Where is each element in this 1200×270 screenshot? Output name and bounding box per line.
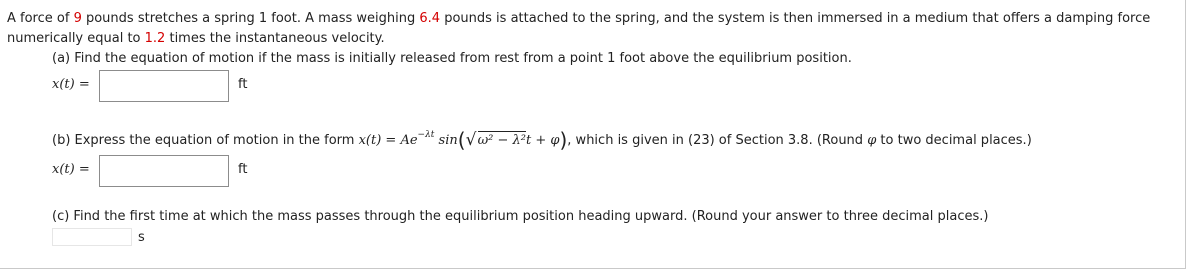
part-a-answer-input[interactable] bbox=[99, 70, 229, 102]
part-c-answer-input[interactable] bbox=[52, 228, 132, 246]
intro-text-4: times the instantaneous velocity. bbox=[165, 31, 385, 46]
part-b-phase: t + φ bbox=[526, 133, 560, 148]
part-b-answer-input[interactable] bbox=[99, 155, 229, 187]
part-a-variable-label: x(t) = bbox=[52, 77, 90, 92]
part-b-exponent: −λt bbox=[417, 130, 435, 140]
sqrt-expression bbox=[465, 130, 526, 150]
part-b-text-2: , which is given in (23) of Section 3.8. (Round bbox=[567, 133, 868, 148]
intro-text-1: A force of bbox=[7, 11, 74, 26]
part-b-phi: φ bbox=[867, 133, 877, 148]
weight-value: 6.4 bbox=[419, 11, 441, 26]
part-c-question: (c) Find the first time at which the mass passes through the equilibrium position heading upward. (Round your answer to three decimal places.) bbox=[52, 209, 989, 224]
intro-text-2: pounds stretches a spring 1 foot. A mass weighing bbox=[81, 11, 420, 26]
close-paren-icon: ) bbox=[559, 128, 568, 152]
open-paren-icon: ( bbox=[457, 128, 466, 152]
sqrt-radicand: ω² − λ² bbox=[477, 133, 526, 148]
part-c-unit: s bbox=[138, 230, 145, 245]
part-b-text-3: to two decimal places.) bbox=[876, 133, 1032, 148]
part-a-question: (a) Find the equation of motion if the mass is initially released from rest from a point 1 foot above the equilibrium position. bbox=[52, 51, 852, 66]
force-value: 9 bbox=[73, 11, 82, 26]
part-b-text-1: (b) Express the equation of motion in the form bbox=[52, 133, 359, 148]
part-b-unit: ft bbox=[238, 162, 248, 177]
damping-value: 1.2 bbox=[144, 31, 166, 46]
part-b-form-lhs: x(t) = Ae bbox=[358, 133, 418, 148]
sqrt-icon: √ bbox=[465, 130, 477, 150]
intro-text-3: pounds is attached to the spring, and the system is then immersed in a medium that offers a damping force numerically equal to bbox=[7, 11, 1151, 46]
part-a-unit: ft bbox=[238, 77, 248, 92]
part-b-sin: sin bbox=[434, 133, 458, 148]
part-b-question bbox=[52, 128, 1032, 152]
part-b-variable-label: x(t) = bbox=[52, 162, 90, 177]
problem-statement bbox=[7, 9, 1177, 49]
